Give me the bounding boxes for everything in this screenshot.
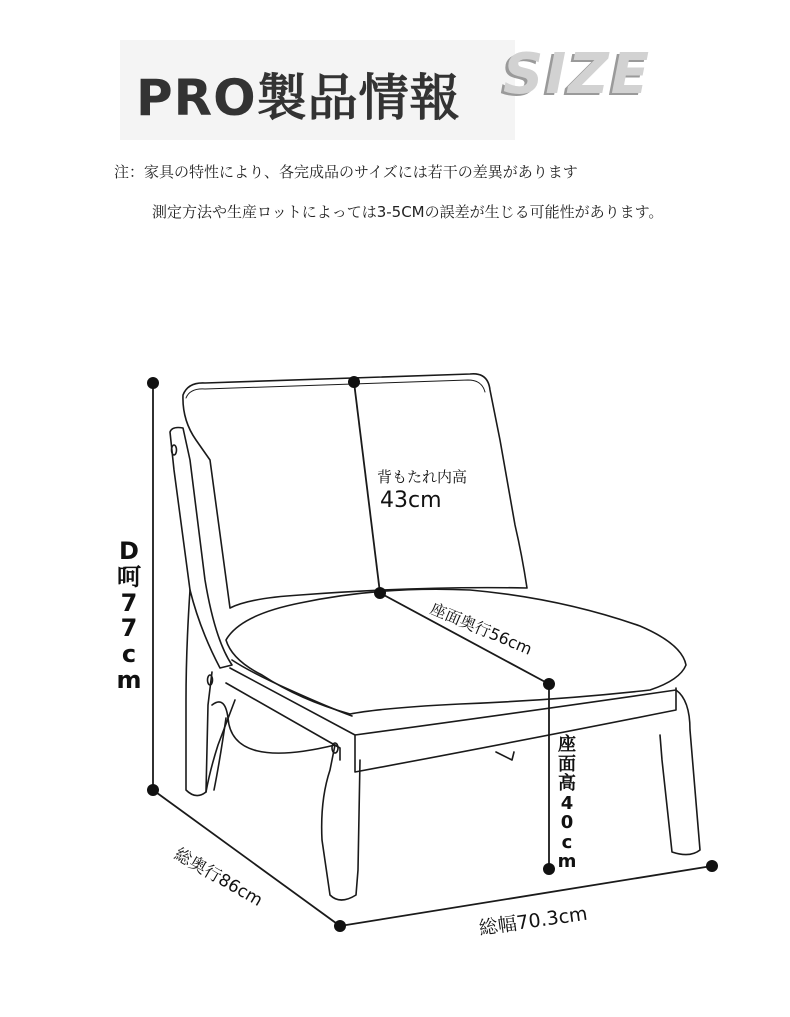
back-height-line bbox=[354, 382, 380, 593]
back-height-value: 43cm bbox=[380, 488, 442, 513]
note-line-2: 測定方法や生産ロットによっては3-5CMの誤差が生じる可能性があります。 bbox=[152, 203, 664, 221]
total-depth-label: 総奥行86cm bbox=[170, 844, 266, 911]
dim-dot bbox=[348, 376, 360, 388]
height-char: 7 bbox=[120, 614, 138, 643]
dim-dot bbox=[543, 678, 555, 690]
seat-height-char: 0 bbox=[560, 812, 574, 833]
note-line-1: 注：家具の特性により、各完成品のサイズには若干の差異があります bbox=[114, 163, 578, 181]
height-char: m bbox=[116, 665, 142, 694]
dim-dot bbox=[334, 920, 346, 932]
total-width-label: 総幅70.3cm bbox=[477, 902, 589, 940]
back-height-label: 背もたれ内高 bbox=[377, 468, 468, 486]
size-word: SIZE bbox=[503, 42, 652, 107]
total-height-label bbox=[114, 539, 144, 694]
seat-height-char: 面 bbox=[558, 753, 576, 775]
side-frame bbox=[170, 428, 232, 669]
seat-depth-label: 座面奥行56cm bbox=[427, 598, 535, 659]
height-char: c bbox=[121, 640, 137, 669]
page-title: PRO製品情報 bbox=[136, 69, 461, 127]
seat-height-label bbox=[554, 736, 580, 873]
seat-height-char: 高 bbox=[558, 773, 576, 794]
dim-dot bbox=[147, 784, 159, 796]
height-char: D bbox=[119, 537, 139, 565]
front-leg-right bbox=[660, 690, 700, 855]
front-rail bbox=[230, 668, 676, 772]
back-cushion bbox=[183, 374, 527, 608]
seat-height-char: 座 bbox=[558, 734, 576, 755]
seat-height-char: c bbox=[561, 831, 573, 853]
dim-dot bbox=[706, 860, 718, 872]
seat-height-char: 4 bbox=[560, 792, 574, 814]
height-char: 呵 bbox=[117, 562, 141, 591]
height-char: 7 bbox=[120, 588, 138, 617]
seat-height-char: m bbox=[557, 851, 577, 872]
dim-dot bbox=[147, 377, 159, 389]
dim-dot bbox=[374, 587, 386, 599]
